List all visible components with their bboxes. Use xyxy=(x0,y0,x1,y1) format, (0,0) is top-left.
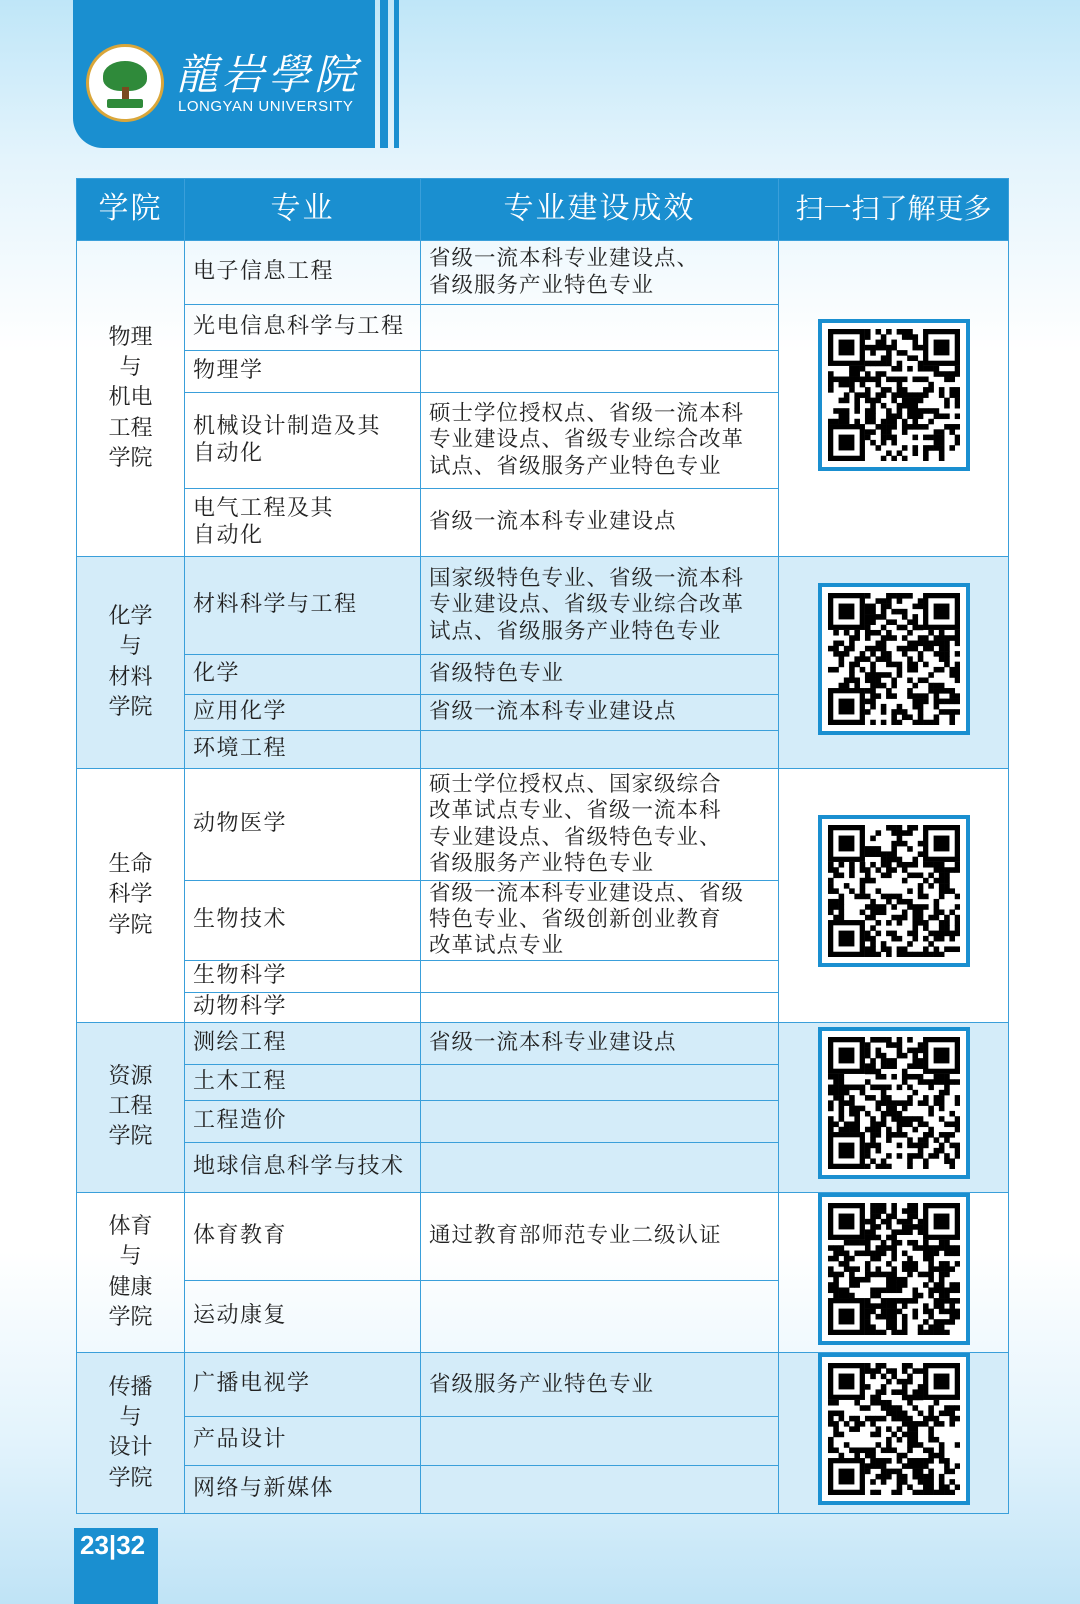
table-row xyxy=(77,1192,1009,1280)
achievement-cell: 省级特色专业 xyxy=(421,655,779,695)
qr-code-cell xyxy=(779,1022,1009,1192)
qr-code-cell xyxy=(779,241,1009,557)
major-name-cell: 动物科学 xyxy=(185,992,421,1022)
college-name-cell: 传播 与 设计 学院 xyxy=(77,1353,185,1514)
column-header-college: 学院 xyxy=(77,179,185,241)
achievement-cell: 省级一流本科专业建设点、省级 特色专业、省级创新创业教育 改革试点专业 xyxy=(421,881,779,961)
table-row xyxy=(77,1022,1009,1064)
achievement-cell xyxy=(421,1142,779,1192)
achievement-cell xyxy=(421,1064,779,1100)
column-header-major: 专业 xyxy=(185,179,421,241)
major-name-cell: 环境工程 xyxy=(185,731,421,769)
achievement-cell xyxy=(421,1100,779,1142)
major-name-cell: 电气工程及其 自动化 xyxy=(185,489,421,557)
achievement-cell xyxy=(421,1465,779,1514)
college-name-cell: 生命 科学 学院 xyxy=(77,769,185,1023)
page-number: 23|32 xyxy=(74,1528,158,1604)
table-row xyxy=(77,241,1009,305)
table-header-row xyxy=(77,179,1009,241)
qr-code-icon[interactable] xyxy=(818,1353,970,1505)
qr-code-cell xyxy=(779,769,1009,1023)
major-name-cell: 生物技术 xyxy=(185,881,421,961)
qr-code-icon[interactable] xyxy=(818,583,970,735)
qr-code-cell xyxy=(779,557,1009,769)
qr-code-icon[interactable] xyxy=(818,319,970,471)
achievement-cell: 省级一流本科专业建设点 xyxy=(421,695,779,731)
header-stripe xyxy=(394,0,399,148)
achievement-cell: 省级服务产业特色专业 xyxy=(421,1353,779,1416)
qr-code-icon[interactable] xyxy=(818,1027,970,1179)
achievement-cell xyxy=(421,1280,779,1353)
major-name-cell: 地球信息科学与技术 xyxy=(185,1142,421,1192)
qr-code-cell xyxy=(779,1192,1009,1353)
achievement-cell: 通过教育部师范专业二级认证 xyxy=(421,1192,779,1280)
achievement-cell xyxy=(421,351,779,393)
achievement-cell: 省级一流本科专业建设点 xyxy=(421,1022,779,1064)
major-name-cell: 应用化学 xyxy=(185,695,421,731)
major-name-cell: 工程造价 xyxy=(185,1100,421,1142)
major-name-cell: 光电信息科学与工程 xyxy=(185,305,421,351)
achievement-cell: 硕士学位授权点、国家级综合 改革试点专业、省级一流本科 专业建设点、省级特色专业、 省级服务产业特色专业 xyxy=(421,769,779,881)
major-name-cell: 物理学 xyxy=(185,351,421,393)
achievement-cell xyxy=(421,960,779,992)
major-name-cell: 产品设计 xyxy=(185,1416,421,1465)
achievement-cell xyxy=(421,1416,779,1465)
college-name-cell: 化学 与 材料 学院 xyxy=(77,557,185,769)
college-name-cell: 体育 与 健康 学院 xyxy=(77,1192,185,1353)
achievement-cell: 省级一流本科专业建设点、 省级服务产业特色专业 xyxy=(421,241,779,305)
table-row xyxy=(77,557,1009,655)
major-name-cell: 材料科学与工程 xyxy=(185,557,421,655)
achievement-cell xyxy=(421,992,779,1022)
major-name-cell: 广播电视学 xyxy=(185,1353,421,1416)
achievement-cell: 省级一流本科专业建设点 xyxy=(421,489,779,557)
achievement-cell: 国家级特色专业、省级一流本科 专业建设点、省级专业综合改革 试点、省级服务产业特色专业 xyxy=(421,557,779,655)
college-name-cell: 物理 与 机电 工程 学院 xyxy=(77,241,185,557)
column-header-scan: 扫一扫了解更多 xyxy=(779,179,1009,241)
table-row xyxy=(77,769,1009,881)
achievement-cell xyxy=(421,305,779,351)
major-name-cell: 机械设计制造及其 自动化 xyxy=(185,393,421,489)
major-name-cell: 电子信息工程 xyxy=(185,241,421,305)
major-name-cell: 测绘工程 xyxy=(185,1022,421,1064)
major-name-cell: 运动康复 xyxy=(185,1280,421,1353)
major-name-cell: 生物科学 xyxy=(185,960,421,992)
achievement-cell xyxy=(421,731,779,769)
table-body xyxy=(77,241,1009,1514)
major-name-cell: 土木工程 xyxy=(185,1064,421,1100)
majors-table-container xyxy=(76,178,1008,1514)
major-name-cell: 化学 xyxy=(185,655,421,695)
college-name-cell: 资源 工程 学院 xyxy=(77,1022,185,1192)
qr-code-icon[interactable] xyxy=(818,815,970,967)
university-seal-logo xyxy=(86,44,164,122)
header-stripe xyxy=(380,0,388,148)
table-row xyxy=(77,1353,1009,1416)
university-name-cn: 龍岩學院 xyxy=(176,50,361,99)
achievement-cell: 硕士学位授权点、省级一流本科 专业建设点、省级专业综合改革 试点、省级服务产业特色专业 xyxy=(421,393,779,489)
majors-table xyxy=(76,178,1009,1514)
qr-code-cell xyxy=(779,1353,1009,1514)
major-name-cell: 体育教育 xyxy=(185,1192,421,1280)
major-name-cell: 动物医学 xyxy=(185,769,421,881)
major-name-cell: 网络与新媒体 xyxy=(185,1465,421,1514)
university-name-en: LONGYAN UNIVERSITY xyxy=(178,98,354,115)
column-header-achievement: 专业建设成效 xyxy=(421,179,779,241)
qr-code-icon[interactable] xyxy=(818,1193,970,1345)
